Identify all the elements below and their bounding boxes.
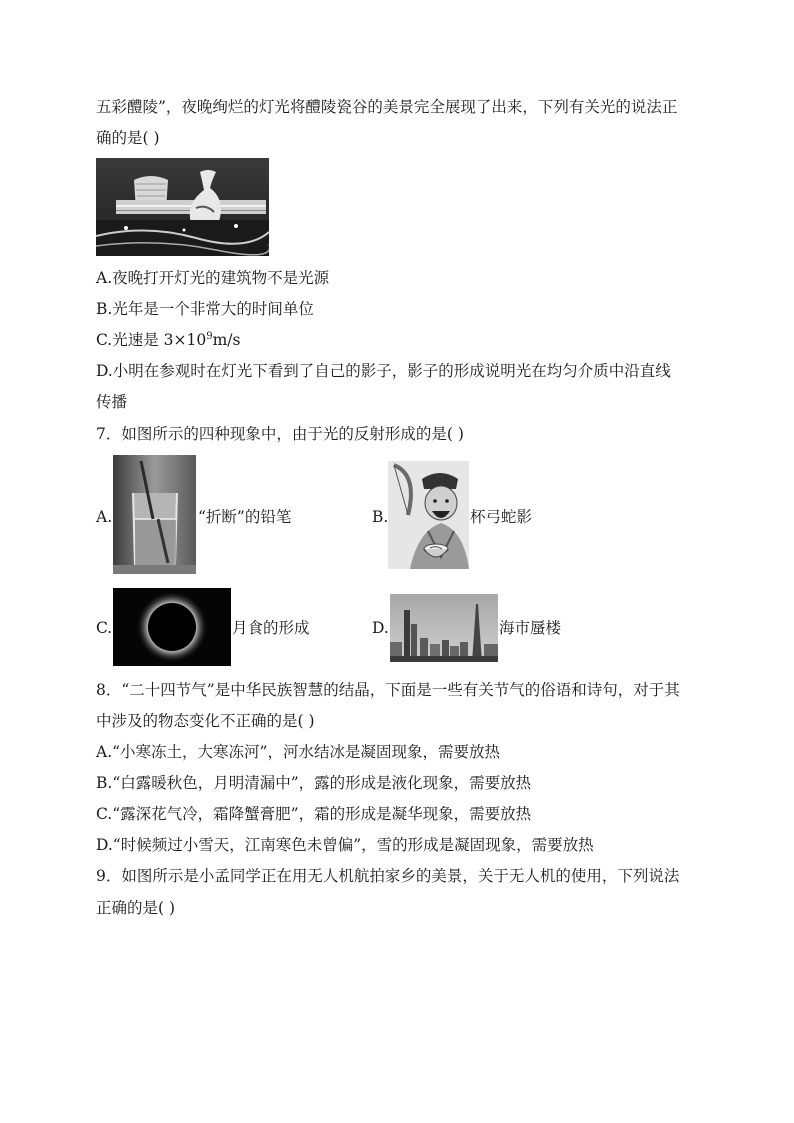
- q7-option-a-text: “折断”的铅笔: [198, 508, 292, 526]
- q6-option-b: B.光年是一个非常大的时间单位: [96, 300, 314, 318]
- q6-option-c-prefix: C.光速是 3×10: [96, 331, 207, 349]
- q6-intro-line1: 五彩醴陵”，夜晚绚烂的灯光将醴陵瓷谷的美景完全展现了出来，下列有关光的说法正: [96, 98, 678, 116]
- q6-option-c: [96, 330, 240, 350]
- q7-option-b-letter: B.: [372, 508, 389, 526]
- q7-option-d-text: 海市蜃楼: [499, 619, 562, 637]
- q6-option-c-exponent: 9: [206, 331, 213, 342]
- q8-option-c: C.“露深花气冷，霜降蟹膏肥”，霜的形成是凝华现象，需要放热: [96, 805, 532, 823]
- q9-stem-line1: 9．如图所示是小孟同学正在用无人机航拍家乡的美景，关于无人机的使用，下列说法: [96, 867, 680, 885]
- q6-option-c-unit: m/s: [212, 331, 241, 349]
- q8-option-b: B.“白露暖秋色，月明清漏中”，露的形成是液化现象，需要放热: [96, 774, 532, 792]
- q7-option-b-image: [388, 461, 469, 569]
- q7-stem: 7．如图所示的四种现象中，由于光的反射形成的是( ): [96, 425, 464, 443]
- q6-night-photo: [96, 158, 269, 256]
- q7-option-c-text: 月食的形成: [232, 619, 310, 637]
- q7-option-d-image: [390, 594, 498, 662]
- q7-option-a-image: [113, 455, 196, 574]
- q8-stem-line1: 8．“二十四节气”是中华民族智慧的结晶，下面是一些有关节气的俗语和诗句，对于其: [96, 681, 680, 699]
- q8-stem-line2: 中涉及的物态变化不正确的是( ): [96, 712, 315, 730]
- q7-option-d-letter: D.: [372, 619, 389, 637]
- q6-intro-line2: 确的是( ): [96, 129, 160, 147]
- q7-option-c-letter: C.: [96, 619, 113, 637]
- q9-stem-line2: 正确的是( ): [96, 899, 176, 917]
- q8-option-d: D.“时候频过小雪天，江南寒色未曾偏”，雪的形成是凝固现象，需要放热: [96, 836, 594, 854]
- q8-option-a: A.“小寒冻土，大寒冻河”，河水结冰是凝固现象，需要放热: [96, 743, 500, 761]
- q7-option-b-text: 杯弓蛇影: [470, 508, 533, 526]
- q7-option-a-letter: A.: [96, 508, 113, 526]
- q6-option-d-line2: 传播: [96, 393, 128, 411]
- q7-option-c-image: [113, 588, 231, 666]
- q6-option-d-line1: D.小明在参观时在灯光下看到了自己的影子，影子的形成说明光在均匀介质中沿直线: [96, 362, 671, 380]
- q6-option-a: A.夜晚打开灯光的建筑物不是光源: [96, 269, 330, 287]
